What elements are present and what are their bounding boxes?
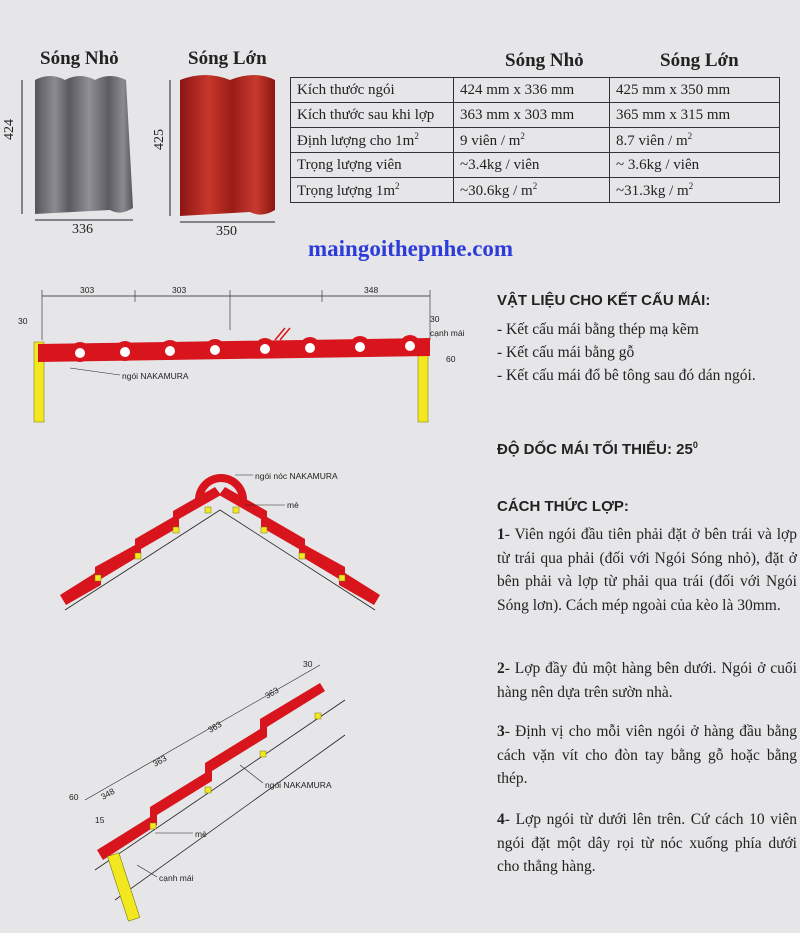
cell-large: ~ 3.6kg / viên bbox=[610, 153, 780, 178]
tile-label-3: ngói NAKAMURA bbox=[265, 780, 332, 790]
large-tile-height: 425 bbox=[152, 129, 167, 150]
cell-small: ~3.4kg / viên bbox=[454, 153, 610, 178]
dim-303-a: 303 bbox=[80, 285, 95, 295]
method-heading: CÁCH THỨC LỢP: bbox=[497, 498, 629, 515]
large-tile-image bbox=[180, 75, 275, 216]
dim-30: 30 bbox=[303, 659, 313, 669]
small-tile-label: Sóng Nhỏ bbox=[40, 48, 119, 69]
small-tile-width: 336 bbox=[72, 222, 93, 237]
method-step-3: 3- Định vị cho mỗi viên ngói ở hàng đầu bằng cách vặn vít cho đòn tay bằng gỗ hoặc bằng thép. bbox=[497, 723, 797, 787]
table-row bbox=[291, 78, 780, 103]
dim-363-b: 363 bbox=[206, 718, 224, 735]
me-label-3: mè bbox=[195, 829, 207, 839]
cell-large: 8.7 viên / $m^2$ bbox=[610, 128, 780, 153]
small-tile-image bbox=[35, 76, 133, 214]
edge-label: cạnh mái bbox=[430, 328, 465, 338]
dim-15: 15 bbox=[95, 815, 105, 825]
method-step-1: 1- Viên ngói đầu tiên phải đặt ở bên trái và lợp từ trái qua phải (đối với Ngói Sóng nhỏ), đặt ở bên phải và lợp từ phải qua trái (đối với Ngói Sóng lơn). Cách mép ngoài của kèo là 30mm. bbox=[497, 526, 797, 614]
diagram-horizontal bbox=[10, 280, 465, 430]
table-row bbox=[291, 153, 780, 178]
dim-60: 60 bbox=[69, 792, 79, 802]
diagram-ridge bbox=[55, 455, 395, 635]
large-tile-label: Sóng Lớn bbox=[188, 48, 267, 69]
row-label: Kích thước sau khi lợp bbox=[291, 103, 454, 128]
row-label: Định lượng cho $1m^2$ bbox=[291, 128, 454, 153]
dim-30-left: 30 bbox=[18, 316, 28, 326]
materials-list bbox=[497, 318, 756, 387]
cell-large: 365 mm x 315 mm bbox=[610, 103, 780, 128]
cell-small: 9 viên / $m^2$ bbox=[454, 128, 610, 153]
dim-30-right: 30 bbox=[430, 314, 440, 324]
col-header-small: Sóng Nhỏ bbox=[505, 50, 584, 71]
edge-label-3: cạnh mái bbox=[159, 873, 194, 883]
cell-large: 425 mm x 350 mm bbox=[610, 78, 780, 103]
materials-heading: VẬT LIỆU CHO KẾT CẤU MÁI: bbox=[497, 292, 711, 309]
tile-label-1: ngói NAKAMURA bbox=[122, 371, 189, 381]
col-header-large: Sóng Lớn bbox=[660, 50, 739, 71]
row-label: Kích thước ngói bbox=[291, 78, 454, 103]
tile-photos bbox=[0, 70, 290, 240]
method-step-4: 4- Lợp ngói từ dưới lên trên. Cứ cách 10 viên ngói đặt một dây rọi từ nóc xuống phía dưới cho thẳng hàng. bbox=[497, 811, 797, 875]
dim-363-a: 363 bbox=[263, 684, 281, 701]
row-label: Trọng lượng $1m^2$ bbox=[291, 178, 454, 203]
row-label: Trọng lượng viên bbox=[291, 153, 454, 178]
website-link[interactable]: maingoithepnhe.com bbox=[308, 236, 514, 261]
spec-table bbox=[290, 77, 780, 203]
dim-348: 348 bbox=[99, 785, 117, 802]
cell-large: ~31.3kg / $m^2$ bbox=[610, 178, 780, 203]
list-item: - Kết cấu mái bằng thép mạ kẽm bbox=[497, 321, 699, 338]
diagram-slope bbox=[55, 655, 355, 925]
cell-small: 424 mm x 336 mm bbox=[454, 78, 610, 103]
dim-363-c: 363 bbox=[151, 752, 169, 769]
method-step-2: 2- Lợp đầy đủ một hàng bên dưới. Ngói ở cuối hàng nên dựa trên sườn nhà. bbox=[497, 660, 797, 701]
me-label-1: mè bbox=[287, 500, 299, 510]
small-tile-height: 424 bbox=[2, 119, 17, 140]
cell-small: ~30.6kg / $m^2$ bbox=[454, 178, 610, 203]
dim-60: 60 bbox=[446, 354, 456, 364]
list-item: - Kết cấu mái đổ bê tông sau đó dán ngói. bbox=[497, 367, 756, 384]
table-row bbox=[291, 103, 780, 128]
list-item: - Kết cấu mái bằng gỗ bbox=[497, 344, 635, 361]
dim-348: 348 bbox=[364, 285, 379, 295]
cell-small: 363 mm x 303 mm bbox=[454, 103, 610, 128]
ridge-label: ngói nóc NAKAMURA bbox=[255, 471, 338, 481]
dim-303-b: 303 bbox=[172, 285, 187, 295]
large-tile-width: 350 bbox=[216, 224, 237, 239]
table-row bbox=[291, 128, 780, 153]
table-row bbox=[291, 178, 780, 203]
slope-heading: ĐỘ DỐC MÁI TỐI THIỂU: $25^0$ bbox=[497, 440, 698, 458]
